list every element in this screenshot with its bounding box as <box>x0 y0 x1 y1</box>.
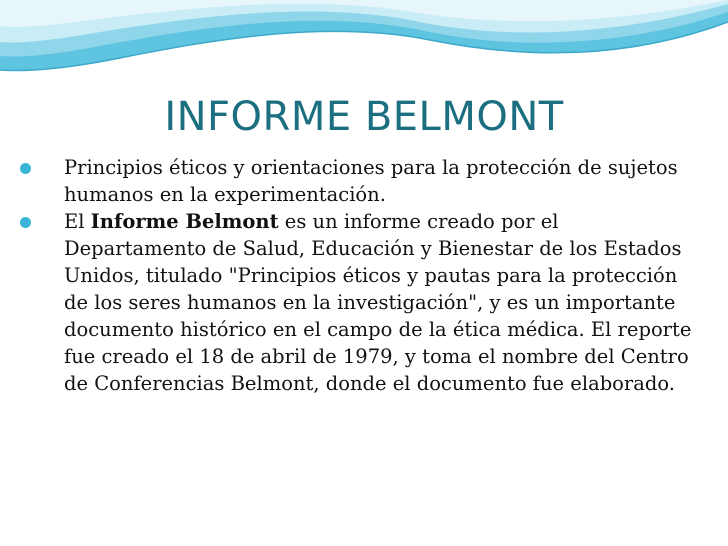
slide-title: INFORME BELMONT <box>164 94 564 140</box>
bullet-suffix: es un informe creado por el Departamento de Salud, Educación y Bienestar de los Estados Unidos, titulado "Principios éticos y pautas para la protección de los seres humanos en la investigación", y es un importante documento histórico en el campo de la ética médica. El reporte fue creado el 18 de abril de 1979, y toma el nombre del Centro de Conferencias Belmont, donde el documento fue elaborado. <box>64 210 692 395</box>
bullet-text <box>64 208 700 397</box>
bullet-dot-icon <box>20 163 31 174</box>
bullet-bold-term: Informe Belmont <box>90 210 279 233</box>
bullet-item <box>20 154 700 208</box>
bullet-prefix: El <box>64 210 91 233</box>
bullet-text: Principios éticos y orientaciones para la protección de sujetos humanos en la experimentación. <box>64 156 678 206</box>
bullet-item <box>20 208 700 397</box>
bullet-dot-icon <box>20 217 31 228</box>
bullet-list <box>20 154 700 397</box>
header-wave-decoration <box>0 0 728 90</box>
